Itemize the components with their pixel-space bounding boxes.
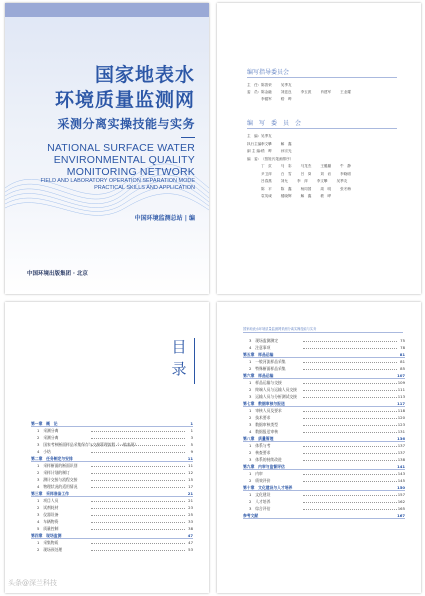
- toc-leader-dots: [91, 543, 185, 544]
- toc-entry-text: 1 一般河流样品采集: [249, 359, 286, 364]
- toc-leader-dots: [303, 397, 397, 398]
- toc-page-number: 21: [188, 498, 193, 503]
- watermark: 头条@深兰科技: [8, 579, 57, 587]
- edit-committee-member-name: 杨同国: [300, 186, 312, 191]
- toc-leader-dots: [91, 452, 185, 453]
- toc-entry-text: 1 样品运输与交接: [249, 380, 282, 385]
- toc-entry-text: 2 技术要求: [249, 415, 271, 420]
- toc-entry-text: 第六章 样品运输: [243, 373, 274, 378]
- toc-item-row: [31, 539, 193, 546]
- toc-page-number: 33: [188, 519, 193, 524]
- toc-item-row: [243, 421, 405, 428]
- edit-committee-member-name: 马 彩: [280, 164, 292, 168]
- guide-committee-member-name: 陈金融: [261, 90, 272, 94]
- toc-page-number: 167: [397, 513, 405, 518]
- toc-item-row: [31, 469, 193, 476]
- toc-page-2: [217, 302, 421, 593]
- toc-page-number: 111: [397, 387, 405, 392]
- toc-item-row: [243, 414, 405, 421]
- toc-page-number: 157: [397, 492, 405, 497]
- toc-item-row: [31, 546, 193, 553]
- toc-page-number: 21: [187, 491, 193, 496]
- edit-committee-member-name: 张冬梅: [340, 186, 351, 191]
- toc-chapter-row: [243, 400, 405, 407]
- edit-committee-member-name: 吴季友: [261, 134, 272, 138]
- toc-item-row: [243, 442, 405, 449]
- toc-entry-text: 1 项目人员: [37, 498, 59, 503]
- edit-committee-member-name: 袁英诚: [261, 194, 272, 198]
- cover-english-subtitle: [40, 178, 195, 192]
- toc-entry-text: 3 数据审核类型: [249, 422, 278, 427]
- guide-committee-member-name: 陈善荣: [261, 83, 272, 87]
- toc-entry-text: 1 采测分离: [37, 428, 59, 433]
- edit-committee-member-name: 刘 岩: [320, 171, 332, 176]
- toc-heading: [171, 336, 187, 380]
- toc-entry-text: 2 采样计划的制订: [37, 470, 70, 475]
- toc-page-number: 78: [400, 345, 405, 350]
- edit-committee-member-name: 马龙杰: [300, 164, 312, 168]
- edit-committee-member-name: 王璐璐: [320, 164, 332, 168]
- toc-entry-text: 1 文化建设: [249, 492, 271, 497]
- toc-page-number: 123: [397, 422, 405, 427]
- toc-page-number: 12: [188, 470, 193, 475]
- cover-title-line1: 国家地表水: [94, 64, 195, 86]
- guide-committee-member-name: 肖建军: [320, 90, 332, 94]
- edit-committee-member-name: 吕春燕: [261, 179, 272, 183]
- toc-item-row: [243, 456, 405, 463]
- edit-committee-role-label: 执行主编:: [247, 141, 263, 146]
- edit-committee-member-name: 嵇 晔: [320, 194, 332, 198]
- toc-chapter-row: [243, 372, 405, 379]
- edit-committee-member-name: 吕 岗: [300, 171, 312, 176]
- toc-entry-text: 2 特殊断面样品采集: [249, 366, 286, 371]
- edit-committee-row: [247, 142, 301, 147]
- guide-committee-role-label: 主 任:: [247, 83, 259, 87]
- guide-committee-title: 编写指导委员会: [247, 69, 290, 76]
- toc-page-number: 113: [397, 394, 405, 399]
- toc-leader-dots: [91, 501, 185, 502]
- toc-page-number: 137: [397, 443, 405, 448]
- toc-leader-dots: [303, 509, 397, 510]
- toc-item-row: [243, 505, 405, 512]
- toc-chapter-row: [31, 420, 193, 427]
- toc-entry-text: 5 质量控制: [37, 526, 59, 531]
- toc-item-row: [31, 525, 193, 532]
- edit-committee-row: [247, 179, 356, 184]
- toc-chapter-row: [243, 435, 405, 442]
- edit-committee-member-name: 楼晓辉: [280, 194, 292, 198]
- edit-committee-member-name: 周 明: [320, 186, 332, 191]
- edit-committee-member-name: 白 雪: [280, 171, 292, 176]
- guide-committee-role-label: 委 员:: [247, 90, 259, 94]
- toc-heading-bar: [194, 338, 195, 384]
- toc-leader-dots: [303, 341, 397, 342]
- cover-en-line2: ENVIRONMENTAL QUALITY: [53, 154, 195, 166]
- edit-committee-row: [247, 134, 281, 139]
- toc-entry-text: 1 采集物质: [37, 540, 59, 545]
- edit-committee-member-name: 嵇 晔: [261, 149, 272, 153]
- toc-page-number: 15: [188, 477, 193, 482]
- guide-committee-row: [247, 83, 301, 88]
- toc-item-row: [243, 379, 405, 386]
- toc-item-row: [243, 358, 405, 365]
- edit-committee-member-name: 刘允: [280, 179, 288, 183]
- toc-leader-dots: [91, 480, 185, 481]
- toc-entry-text: 4 数据报送审核: [249, 429, 278, 434]
- toc-page-number: 162: [397, 499, 405, 504]
- toc-leader-dots: [91, 473, 185, 474]
- toc-leader-dots: [303, 418, 397, 419]
- toc-leader-dots: [303, 453, 397, 454]
- toc-page-number: 47: [187, 533, 193, 538]
- cover-en-line5: PRACTICAL SKILLS AND APPLICATION: [94, 185, 195, 191]
- toc-entry-text: 2 现场预处理: [37, 547, 63, 552]
- edit-committee-member-name: 解 鑫: [300, 194, 312, 198]
- toc-page-number: 150: [397, 485, 405, 490]
- toc-item-row: [31, 427, 193, 434]
- toc-item-row: [243, 386, 405, 393]
- toc-page-number: 145: [397, 478, 405, 483]
- toc-leader-dots: [91, 522, 185, 523]
- toc-leader-dots: [303, 495, 397, 496]
- toc-chapter-row: [243, 463, 405, 470]
- edit-committee-member-name: 李晓明: [340, 171, 351, 176]
- toc-entry-text: 4 车辆物资: [37, 519, 59, 524]
- toc-entry-text: 第一章 概 论: [31, 421, 58, 426]
- toc-page-number: 53: [188, 547, 193, 552]
- toc-item-row: [243, 344, 405, 351]
- guide-committee-row: [247, 97, 301, 102]
- toc-item-row: [31, 511, 193, 518]
- toc-entry-text: 3 现场监测测定: [249, 338, 278, 343]
- toc-entry-text: 第二章 任务制定与安排: [31, 456, 73, 461]
- toc-leader-dots: [303, 481, 397, 482]
- cover-en-line1: NATIONAL SURFACE WATER: [47, 142, 195, 154]
- committee-page: [217, 3, 421, 294]
- toc-page-number: 17: [188, 484, 193, 489]
- toc-item-row: [31, 476, 193, 483]
- toc-chapter-row: [31, 532, 193, 539]
- toc-entry-text: 2 终端人员与运输人员交接: [249, 387, 297, 392]
- edit-committee-role-label: 副 主 编:: [247, 149, 262, 153]
- toc-page-number: 5: [190, 442, 193, 447]
- toc-page-number: 25: [188, 512, 193, 517]
- toc-entry-text: 参考文献: [243, 513, 259, 518]
- toc-item-row: [243, 498, 405, 505]
- toc-page-number: 109: [397, 380, 405, 385]
- toc-leader-dots: [303, 348, 397, 349]
- toc-leader-dots: [91, 529, 185, 530]
- toc-page-number: 131: [397, 429, 405, 434]
- toc-page-number: 3: [190, 435, 193, 440]
- toc-item-row: [31, 518, 193, 525]
- toc-heading-char1: 目: [171, 338, 187, 356]
- toc-item-row: [243, 428, 405, 435]
- toc-page-number: 118: [397, 408, 405, 413]
- toc-chapter-row: [243, 512, 405, 519]
- edit-committee-row: [247, 149, 301, 154]
- toc-page-number: 136: [397, 436, 405, 441]
- edit-committee-member-name: 李文攀: [261, 141, 272, 146]
- toc-leader-dots: [303, 446, 397, 447]
- toc-leader-dots: [303, 369, 397, 370]
- toc-chapter-row: [243, 351, 405, 358]
- guide-committee-row: [247, 90, 360, 95]
- toc-page-number: 81: [400, 359, 405, 364]
- toc-leader-dots: [91, 445, 185, 446]
- toc-page-number: 143: [397, 471, 405, 476]
- toc-page-number: 47: [188, 540, 193, 545]
- toc-item-row: [31, 434, 193, 441]
- toc-page-1: [5, 302, 209, 593]
- toc-leader-dots: [91, 550, 185, 551]
- toc-page-number: 137: [397, 450, 405, 455]
- toc-item-row: [31, 448, 193, 455]
- toc-entry-text: 2 采测分离: [37, 435, 59, 440]
- toc-leader-dots: [91, 466, 185, 467]
- book-cover-page: [5, 3, 209, 294]
- toc-leader-dots: [91, 508, 185, 509]
- toc-page-number: 85: [400, 366, 405, 371]
- toc-entry-text: 第五章 样品运输: [243, 352, 274, 357]
- edit-committee-member-name: 尹卫萍: [261, 171, 272, 176]
- guide-committee-member-name: 李玉波: [300, 90, 312, 94]
- toc-entry-text: 第四章 现场监测: [31, 533, 62, 538]
- toc-page-number: 120: [397, 415, 405, 420]
- toc-list-2: [243, 337, 405, 519]
- toc-chapter-row: [243, 484, 405, 491]
- toc-leader-dots: [91, 487, 185, 488]
- edit-committee-row: [247, 187, 360, 192]
- toc-item-row: [243, 491, 405, 498]
- cover-en-line3: MONITORING NETWORK: [66, 166, 195, 178]
- toc-entry-text: 第九章 内审与监督评估: [243, 464, 285, 469]
- toc-entry-text: 3 运输人员与分析测试交接: [249, 394, 297, 399]
- toc-leader-dots: [91, 515, 185, 516]
- cover-publisher: 中国环境出版集团 · 北京: [27, 271, 88, 277]
- toc-leader-dots: [303, 425, 397, 426]
- cover-subtitle: 采测分离实操技能与实务: [57, 117, 195, 131]
- edit-committee-member-name: 牛 静: [340, 164, 351, 168]
- toc-item-row: [243, 470, 405, 477]
- edit-committee-member-name: 吴季友: [336, 179, 348, 183]
- toc-page-number: 38: [188, 526, 193, 531]
- running-header: 国家地表水环境质量监测网采测分离实操技能与实务: [243, 326, 403, 333]
- edit-committee-member-name: 李 萍: [296, 179, 308, 183]
- cover-en-line4: FIELD AND LABORATORY OPERATION SEPARATION MODE: [40, 178, 195, 184]
- cover-author: 中国环境监测总站 | 编: [134, 215, 195, 222]
- edit-committee-rule: [247, 128, 397, 129]
- toc-leader-dots: [91, 438, 185, 439]
- cover-title: [55, 63, 195, 113]
- edit-committee-row: [247, 164, 360, 169]
- guide-committee-member-name: 王业耀: [340, 90, 351, 94]
- toc-page-number: 75: [400, 338, 405, 343]
- toc-entry-text: 2 核查要求: [249, 450, 271, 455]
- toc-list-1: [31, 420, 193, 553]
- guide-committee-member-name: 吴季友: [280, 83, 292, 87]
- toc-entry-text: 3 综合评估: [249, 506, 271, 511]
- toc-item-row: [243, 365, 405, 372]
- toc-heading-char2: 录: [171, 360, 187, 378]
- toc-leader-dots: [303, 474, 397, 475]
- toc-entry-text: 3 体系的持续改进: [249, 457, 282, 462]
- toc-entry-text: 1 体系与考: [249, 443, 271, 448]
- edit-committee-member-name: 陈 鑫: [280, 186, 292, 191]
- edit-committee-member-name: 李文攀: [316, 179, 328, 183]
- toc-item-row: [243, 477, 405, 484]
- toc-entry-text: 1 内审: [249, 471, 263, 476]
- edit-committee-row: [247, 172, 360, 177]
- toc-entry-text: 4 物理状况的适用情况: [37, 484, 78, 489]
- cover-title-line2: 环境质量监测网: [54, 89, 195, 111]
- toc-entry-text: 第七章 数据审核与报送: [243, 401, 285, 406]
- toc-entry-text: 第十章 文化建设与人才培养: [243, 485, 293, 490]
- guide-committee-rule: [247, 77, 397, 78]
- edit-committee-member-name: 陈 平: [261, 186, 272, 191]
- toc-item-row: [31, 504, 193, 511]
- toc-page-number: 1: [190, 421, 193, 426]
- toc-leader-dots: [303, 383, 397, 384]
- toc-leader-dots: [303, 432, 397, 433]
- toc-item-row: [31, 462, 193, 469]
- toc-entry-text: 2 试剂耗材: [37, 505, 59, 510]
- toc-item-row: [243, 449, 405, 456]
- toc-leader-dots: [303, 502, 397, 503]
- toc-leader-dots: [91, 431, 185, 432]
- toc-item-row: [243, 407, 405, 414]
- toc-item-row: [31, 497, 193, 504]
- toc-item-row: [243, 393, 405, 400]
- edit-committee-role-label: 编 委:: [247, 156, 259, 161]
- guide-committee-member-name: 嵇 晔: [280, 97, 292, 101]
- toc-leader-dots: [303, 460, 397, 461]
- edit-committee-title: 编 写 委 员 会: [247, 120, 302, 127]
- edit-committee-row: [247, 157, 302, 162]
- toc-entry-text: 2 人才培养: [249, 499, 271, 504]
- toc-item-row: [31, 483, 193, 490]
- toc-page-number: 11: [187, 456, 193, 461]
- toc-page-number: 165: [397, 506, 405, 511]
- edit-committee-member-name: 丁 页: [261, 164, 272, 168]
- toc-leader-dots: [303, 362, 397, 363]
- toc-page-number: 81: [399, 352, 405, 357]
- toc-entry-text: 4 注意事项: [249, 345, 271, 350]
- guide-committee-member-name: 刘廷良: [280, 90, 292, 94]
- guide-committee-member-name: 李健军: [261, 97, 272, 101]
- toc-item-row: [243, 337, 405, 344]
- cover-top-band: [5, 3, 209, 17]
- toc-item-row: [31, 441, 193, 448]
- toc-chapter-row: [31, 490, 193, 497]
- edit-committee-role-label: 主 编:: [247, 134, 259, 138]
- toc-entry-text: 第三章 采样准备工作: [31, 491, 69, 496]
- toc-entry-text: 3 仪器设备: [37, 512, 59, 517]
- toc-page-number: 23: [188, 505, 193, 510]
- toc-entry-text: 3 测计交接与流程交接: [37, 477, 78, 482]
- toc-entry-text: 1 采样断面的断面识别: [37, 463, 78, 468]
- toc-page-number: 141: [397, 464, 405, 469]
- toc-page-number: 9: [190, 449, 193, 454]
- toc-page-number: 1: [190, 428, 193, 433]
- toc-page-number: 107: [397, 373, 405, 378]
- toc-entry-text: 1 审核人员及要求: [249, 408, 282, 413]
- toc-entry-text: 4 小结: [37, 449, 51, 454]
- edit-committee-member-name: 孙宗光: [280, 149, 292, 153]
- toc-entry-text: 2 绩效评价: [249, 478, 271, 483]
- edit-committee-member-name: 解 鑫: [280, 141, 292, 146]
- toc-page-number: 11: [188, 463, 193, 468]
- cover-english-title: [47, 142, 195, 178]
- toc-page-number: 117: [397, 401, 405, 406]
- toc-leader-dots: [303, 411, 397, 412]
- toc-entry-text: 第八章 质量管理: [243, 436, 274, 441]
- edit-committee-member-name: （按姓氏笔画排序）: [261, 156, 294, 161]
- toc-entry-text: 3 国家考核断面样品采集保存与交接管理流程（一般表现）: [37, 442, 139, 447]
- toc-chapter-row: [31, 455, 193, 462]
- edit-committee-row: [247, 194, 349, 199]
- toc-page-number: 138: [397, 457, 405, 462]
- toc-leader-dots: [303, 390, 397, 391]
